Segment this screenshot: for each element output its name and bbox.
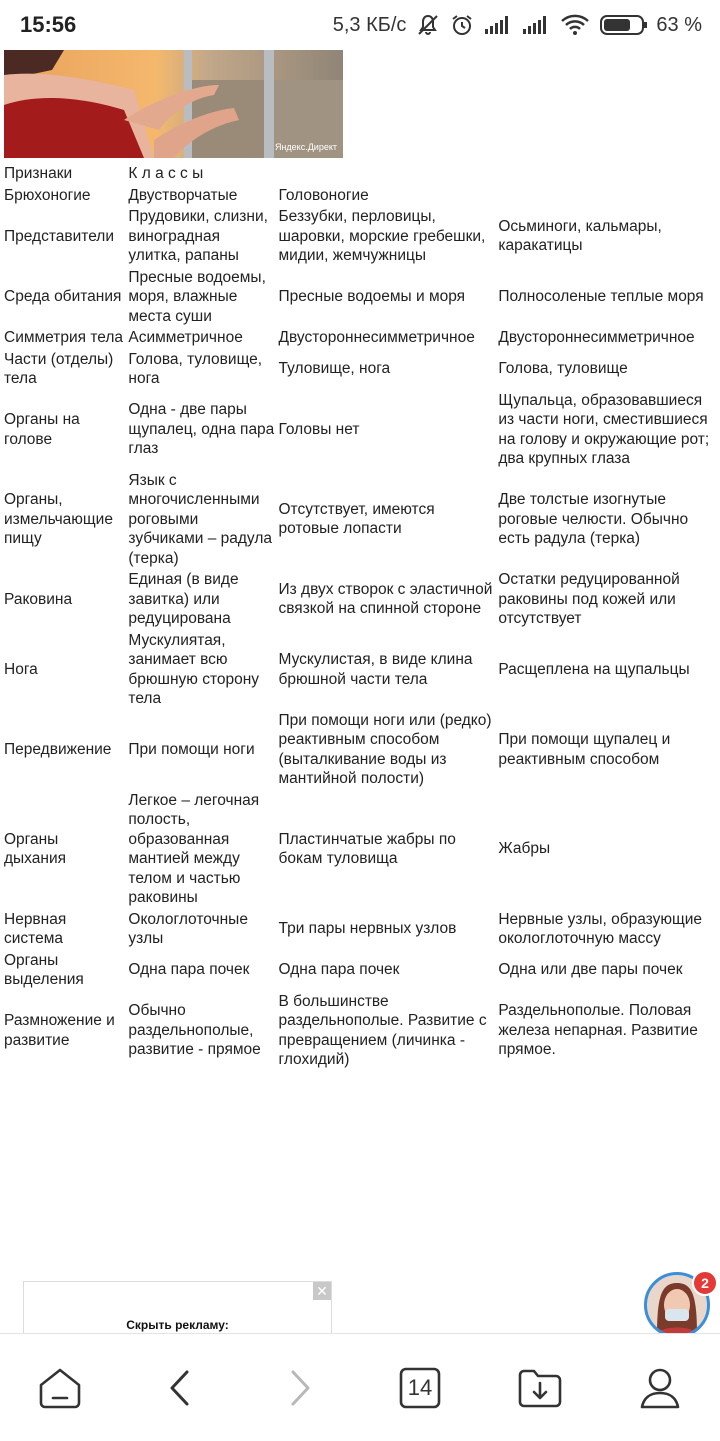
downloads-button[interactable] — [500, 1348, 580, 1428]
table-cell-class-3: Нервные узлы, образующие окологлоточную массу — [498, 910, 703, 947]
table-cell-class-2: При помощи ноги или (редко) реактивным способом (выталкивание воды из мантийной полости) — [278, 711, 492, 787]
table-cell-class-3: Жабры — [498, 840, 551, 858]
table-row — [2, 267, 720, 328]
table-row — [2, 569, 720, 630]
net-speed: 5,3 КБ/с — [332, 13, 407, 36]
table-cell-class-2: В большинстве раздельнополые. Развитие с превращением (личинка - глохидий) — [278, 992, 487, 1068]
table-cell-feature: Размножение и развитие — [4, 1012, 115, 1049]
table-cell-class-1: Асимметричное — [128, 329, 243, 346]
table-cell-class-2: Двустороннесимметричное — [278, 329, 475, 346]
notification-badge: 2 — [692, 1270, 718, 1296]
table-cell-feature: Части (отделы) тела — [4, 350, 114, 387]
table-cell-class-3: Осьминоги, кальмары, каракатицы — [498, 217, 662, 255]
table-row — [2, 206, 720, 267]
status-bar — [0, 0, 720, 50]
table-cell-class-1: Двустворчатые — [128, 186, 238, 204]
table-row — [2, 991, 720, 1071]
table-row — [2, 790, 720, 909]
table-cell-class-2 — [277, 163, 497, 185]
table-cell-class-2: Пресные водоемы и моря — [278, 288, 466, 305]
back-icon — [165, 1368, 195, 1408]
table-cell-feature: Передвижение — [4, 740, 112, 758]
table-cell-class-2: Беззубки, перловицы, шаровки, морские гребешки, мидии, жемчужницы — [278, 208, 486, 264]
table-row — [2, 950, 720, 991]
table-cell-class-1: Пресные водоемы, моря, влажные места суши — [128, 268, 266, 325]
wifi-icon — [560, 14, 590, 36]
bell-off-icon — [416, 13, 440, 37]
table-cell-class-1: Легкое – легочная полость, образованная мантией между телом и частью раковины — [128, 791, 260, 906]
table-cell-class-2: Головы нет — [278, 420, 360, 438]
forward-icon — [285, 1368, 315, 1408]
table-cell-class-2: Отсутствует, имеются ротовые лопасти — [278, 500, 435, 538]
alarm-icon — [450, 13, 474, 37]
table-cell-class-2: Мускулистая, в виде клина брюшной части тела — [278, 651, 473, 688]
table-row — [2, 470, 720, 570]
table-cell-class-3: При помощи щупалец и реактивным способом — [498, 731, 671, 768]
table-cell-class-3: Щупальца, образовавшиеся из части ноги, сместившиеся на голову и окружающие рот; два крупных глаза — [498, 391, 710, 467]
table-cell-class-3: Две толстые изогнутые роговые челюсти. Обычно есть радула (терка) — [498, 491, 689, 547]
signal-icon — [484, 15, 512, 35]
table-cell-class-1: Мускулиятая, занимает всю брюшную сторону тела — [128, 631, 260, 707]
tabs-count: 14 — [407, 1374, 433, 1400]
battery-percent: 63 % — [656, 13, 702, 36]
battery-indicator — [600, 14, 702, 37]
table-cell-class-1: К л а с с ы — [128, 165, 204, 182]
table-cell-class-1: Единая (в виде завитка) или редуцирована — [128, 571, 239, 627]
table-cell-class-3: Голова, туловище — [498, 360, 628, 378]
table-cell-class-1: Язык с многочисленными роговыми зубчиками – радула (терка) — [128, 471, 272, 567]
table-cell-class-2: Пластинчатые жабры по бокам туловища — [278, 830, 456, 867]
table-cell-class-3 — [496, 163, 720, 185]
table-cell-feature: Органы выделения — [4, 951, 84, 988]
table-cell-class-1: Голова, туловище, нога — [128, 350, 263, 387]
status-time: 15:56 — [20, 12, 77, 37]
table-cell-class-1: Прудовики, слизни, виноградная улитка, рапаны — [128, 208, 268, 264]
ad-banner-image[interactable] — [4, 50, 343, 158]
table-cell-class-3: Остатки редуцированной раковины под кожей или отсутствует — [498, 571, 680, 627]
signal-icon-2 — [522, 15, 550, 35]
table-cell-class-3: Одна или две пары почек — [498, 961, 683, 979]
ad-caption: Яндекс.Директ — [274, 142, 337, 152]
table-cell-feature: Органы дыхания — [4, 830, 66, 867]
table-cell-feature: Органы на голове — [4, 411, 80, 448]
table-cell-feature: Нервная система — [4, 910, 67, 947]
table-cell-feature: Признаки — [4, 165, 73, 182]
table-cell-class-3: Двустороннесимметричное — [498, 329, 695, 346]
table-row — [2, 185, 720, 207]
table-cell-class-2: Туловище, нога — [278, 360, 391, 378]
table-row — [2, 390, 720, 470]
table-cell-feature: Раковина — [4, 590, 73, 608]
table-cell-feature: Органы, измельчающие пищу — [4, 491, 113, 547]
back-button[interactable] — [140, 1348, 220, 1428]
table-row — [2, 630, 720, 710]
table-cell-class-1: Одна - две пары щупалец, одна пара глаз — [128, 401, 275, 458]
downloads-icon — [517, 1367, 563, 1409]
table-cell-class-1: Окологлоточные узлы — [128, 910, 248, 947]
table-cell-class-3: Полносоленые теплые моря — [498, 288, 704, 305]
bottom-navigation — [0, 1333, 720, 1441]
table-cell-class-2: Из двух створок с эластичной связкой на спинной стороне — [278, 580, 493, 618]
battery-icon — [600, 14, 648, 36]
table-row — [2, 710, 720, 790]
profile-button[interactable] — [620, 1348, 700, 1428]
forward-button[interactable] — [260, 1348, 340, 1428]
table-cell-class-2: Три пары нервных узлов — [278, 920, 457, 938]
table-cell-class-3: Расщеплена на щупальцы — [498, 660, 690, 678]
table-row — [2, 909, 720, 950]
home-button[interactable] — [20, 1348, 100, 1428]
home-icon — [37, 1365, 83, 1411]
table-cell-feature: Нога — [4, 660, 38, 678]
table-cell-feature: Представители — [4, 227, 115, 245]
tabs-button[interactable] — [380, 1348, 460, 1428]
close-ad-button[interactable]: ✕ — [313, 1282, 331, 1300]
table-cell-class-2: Головоногие — [278, 186, 369, 204]
table-cell-class-3 — [496, 185, 720, 207]
table-cell-feature: Брюхоногие — [4, 186, 91, 204]
mollusk-classes-table — [2, 163, 720, 1071]
table-cell-class-1: Обычно раздельнополые, развитие - прямое — [128, 1002, 261, 1059]
table-cell-feature: Симметрия тела — [4, 329, 124, 346]
floating-chat-avatar[interactable] — [644, 1272, 714, 1334]
table-row — [2, 327, 720, 349]
status-icons — [333, 13, 702, 37]
table-cell-class-3: Раздельнополые. Половая железа непарная. Развитие прямое. — [498, 1002, 698, 1059]
hide-ad-text[interactable]: Скрыть рекламу: — [126, 1318, 229, 1332]
table-row — [2, 349, 720, 390]
table-cell-class-1: При помощи ноги — [128, 740, 255, 758]
table-cell-feature: Среда обитания — [4, 288, 122, 305]
table-row — [2, 163, 720, 185]
ad-block-bottom — [23, 1281, 332, 1341]
table-cell-class-2: Одна пара почек — [278, 961, 400, 979]
table-cell-class-1: Одна пара почек — [128, 961, 250, 979]
profile-icon — [639, 1366, 681, 1410]
